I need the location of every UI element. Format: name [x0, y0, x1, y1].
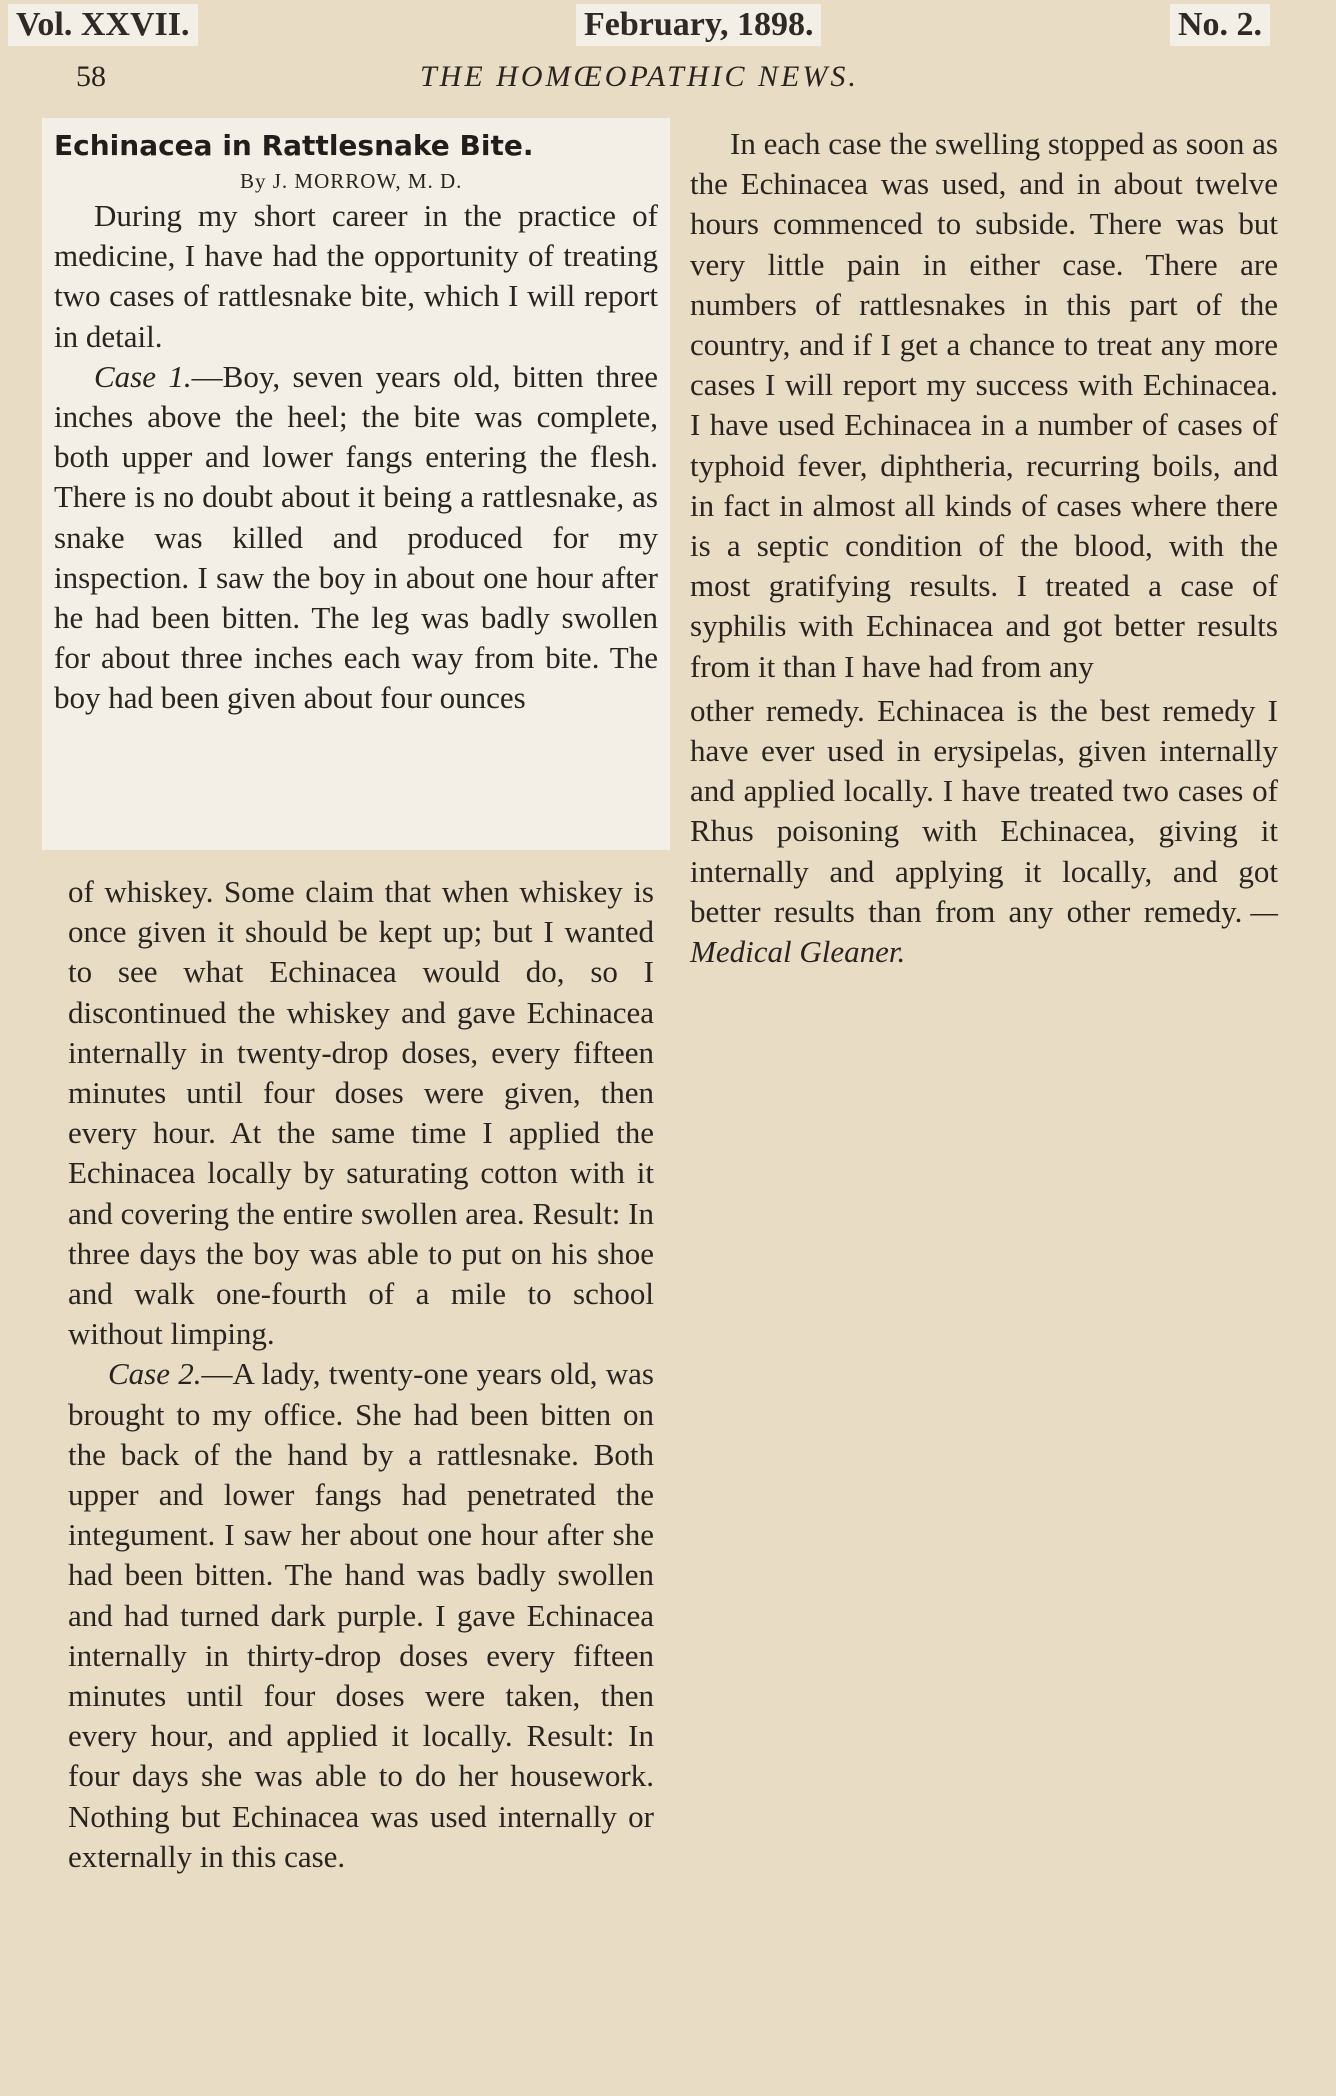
conclusion-text: other remedy. Echinacea is the best remedy I have ever used in erysipelas, given internally and applied locally. I have treated two cases of Rhus poisoning with Echinacea, giving it internally and applying it locally, and got better results than from any other remedy. — [690, 692, 1278, 929]
right-column — [690, 124, 1278, 972]
case-2-label: Case 2. — [108, 1356, 202, 1392]
source-citation: —Medical Gleaner. — [690, 893, 1278, 970]
case-1-paragraph — [54, 357, 658, 719]
left-column-bottom — [68, 872, 654, 1877]
case-1-text-continued: of whiskey. Some claim that when whiskey is once given it should be kept up; but I wanted to see what Echinacea would do, so I discontinued the whiskey and gave Echinacea internally in twenty-drop doses, every fifteen minutes until four doses were given, then every hour. At the same time I applied the Echinacea locally by saturating cotton with it and covering the entire swollen area. Result: In three days the boy was able to put on his shoe and walk one-fourth of a mile to school without limping. — [68, 874, 654, 1352]
case-1-label: Case 1. — [94, 358, 192, 394]
running-head — [0, 58, 1336, 104]
volume-label: Vol. XXVII. — [8, 4, 198, 46]
article-title: Echinacea in Rattlesnake Bite. — [54, 129, 534, 162]
masthead-bar — [0, 0, 1336, 56]
case-1-text-start: —Boy, seven years old, bitten three inches above the heel; the bite was complete, both upper and lower fangs entering the flesh. There is no doubt about it being a rattlesnake, as snake was killed and produced for my inspection. I saw the boy in about one hour after he had been bitten. The leg was badly swollen for about three inches each way from bite. The boy had been given about four ounces — [54, 358, 658, 716]
page-number: 58 — [76, 60, 106, 93]
intro-paragraph: During my short career in the practice of medicine, I have had the opportunity of treating two cases of rattlesnake bite, which I will report in detail. — [54, 198, 658, 354]
issue-date: February, 1898. — [576, 4, 821, 46]
conclusion-paragraph-end — [690, 691, 1278, 972]
case-2-text: —A lady, twenty-one years old, was brought to my office. She had been bitten on the back of the hand by a rattlesnake. Both upper and lower fangs had penetrated the integument. I saw her about one hour after she had been bitten. The hand was badly swollen and had turned dark purple. I gave Echinacea internally in thirty-drop doses every fifteen minutes until four doses were taken, then every hour, and applied it locally. Result: In four days she was able to do her housework. Nothing but Echinacea was used internally or externally in this case. — [68, 1356, 654, 1874]
article-byline: By J. MORROW, M. D. — [240, 169, 463, 193]
left-column-top — [42, 118, 670, 850]
case-2-paragraph — [68, 1354, 654, 1877]
issue-number: No. 2. — [1170, 4, 1270, 46]
conclusion-paragraph-start: In each case the swelling stopped as soon as the Echinacea was used, and in about twelve hours commenced to subside. There was but very little pain in either case. There are numbers of rattlesnakes in this part of the country, and if I get a chance to treat any more cases I will report my success with Echinacea. I have used Echinacea in a number of cases of typhoid fever, diphtheria, recurring boils, and in fact in almost all kinds of cases where there is a septic condition of the blood, with the most gratifying results. I treated a case of syphilis with Echinacea and got better results from it than I have had from any — [690, 126, 1278, 684]
journal-title: THE HOMŒOPATHIC NEWS. — [420, 60, 859, 93]
